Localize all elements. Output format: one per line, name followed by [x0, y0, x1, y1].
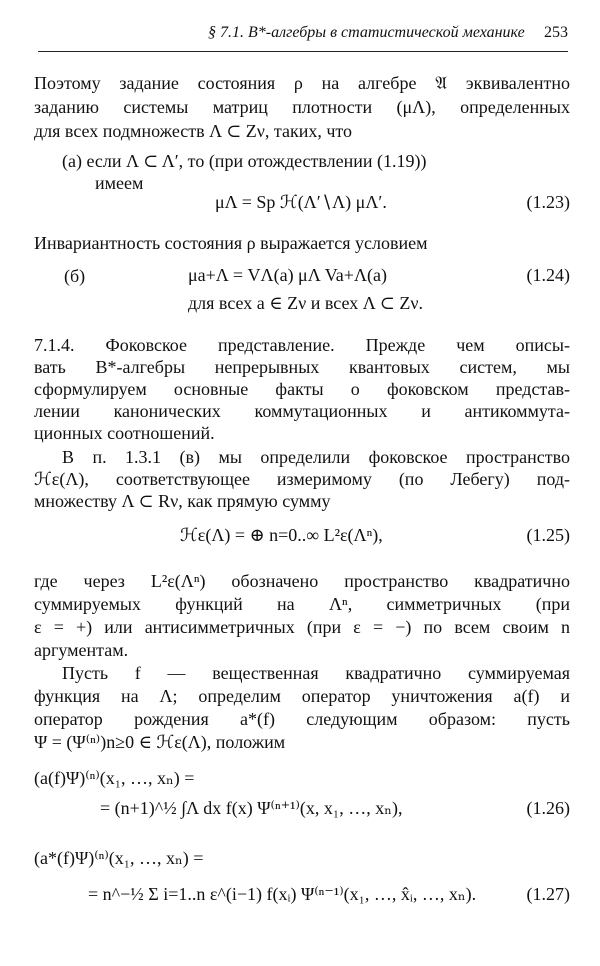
page-number: 253 [544, 24, 568, 41]
text-line: функция на Λ; определим оператор уничтожения a(f) и [34, 686, 570, 706]
text-line: имеем [95, 173, 144, 193]
text-line: Ψ = (Ψ⁽ⁿ⁾)n≥0 ∈ ℋε(Λ), положим [34, 732, 286, 752]
equation-number: (1.24) [526, 265, 570, 285]
text-line: суммируемых функций на Λⁿ, симметричных (при [34, 594, 570, 614]
equation-1-26-rhs: = (n+1)^½ ∫Λ dx f(x) Ψ⁽ⁿ⁺¹⁾(x, x₁, …, xₙ), [100, 798, 403, 818]
text-line: лении канонических коммутационных и антикоммута- [34, 401, 570, 421]
running-header [38, 24, 568, 54]
text-line: аргументам. [34, 640, 129, 660]
header-rule [38, 51, 568, 52]
text-line: сформулируем основные факты о фоковском представ- [34, 379, 570, 399]
text-line: вать B*-алгебры непрерывных квантовых систем, мы [34, 357, 570, 377]
section-title: § 7.1. B*-алгебры в статистической механике [208, 24, 525, 41]
text-line: (а) если Λ ⊂ Λ′, то (при отождествлении (1.19)) [62, 151, 427, 171]
equation-1-26-lhs: (a(f)Ψ)⁽ⁿ⁾(x₁, …, xₙ) = [34, 768, 195, 788]
equation-number: (1.27) [526, 884, 570, 904]
text-line: (б) [64, 266, 86, 286]
text-line: где через L²ε(Λⁿ) обозначено пространство квадратично [34, 571, 570, 591]
subsection-heading-line: 7.1.4. Фоковское представление. Прежде чем описы- [34, 335, 570, 355]
text-line: Инвариантность состояния ρ выражается условием [34, 233, 428, 253]
equation-1-24: μa+Λ = VΛ(a) μΛ Va+Λ(a) [188, 265, 387, 285]
text-line: оператор рождения a*(f) следующим образом: пусть [34, 709, 570, 729]
text-line: для всех a ∈ Zν и всех Λ ⊂ Zν. [188, 293, 424, 313]
text-line: множеству Λ ⊂ Rν, как прямую сумму [34, 491, 331, 511]
text-line: В п. 1.3.1 (в) мы определили фоковское пространство [62, 447, 570, 467]
text-line: ℋε(Λ), соответствующее измеримому (по Лебегу) под- [34, 469, 570, 489]
equation-1-25: ℋε(Λ) = ⊕ n=0..∞ L²ε(Λⁿ), [180, 525, 383, 545]
text-line: Поэтому задание состояния ρ на алгебре 𝔄 эквивалентно [34, 73, 570, 93]
text-line: ε = +) или антисимметричных (при ε = −) по всем своим n [34, 617, 570, 637]
equation-number: (1.23) [526, 192, 570, 212]
equation-1-27-lhs: (a*(f)Ψ)⁽ⁿ⁾(x₁, …, xₙ) = [34, 848, 204, 868]
text-line: Пусть f — вещественная квадратично суммируемая [62, 663, 570, 683]
equation-number: (1.25) [526, 525, 570, 545]
text-line: для всех подмножеств Λ ⊂ Zν, таких, что [34, 121, 353, 141]
equation-number: (1.26) [526, 798, 570, 818]
equation-1-27-rhs: = n^−½ Σ i=1..n ε^(i−1) f(xᵢ) Ψ⁽ⁿ⁻¹⁾(x₁, …, x̂ᵢ, …, xₙ). [88, 884, 477, 904]
text-line: ционных соотношений. [34, 423, 215, 443]
text-line: заданию системы матриц плотности (μΛ), определенных [34, 97, 570, 117]
equation-1-23: μΛ = Sp ℋ(Λ′∖Λ) μΛ′. [215, 192, 387, 212]
